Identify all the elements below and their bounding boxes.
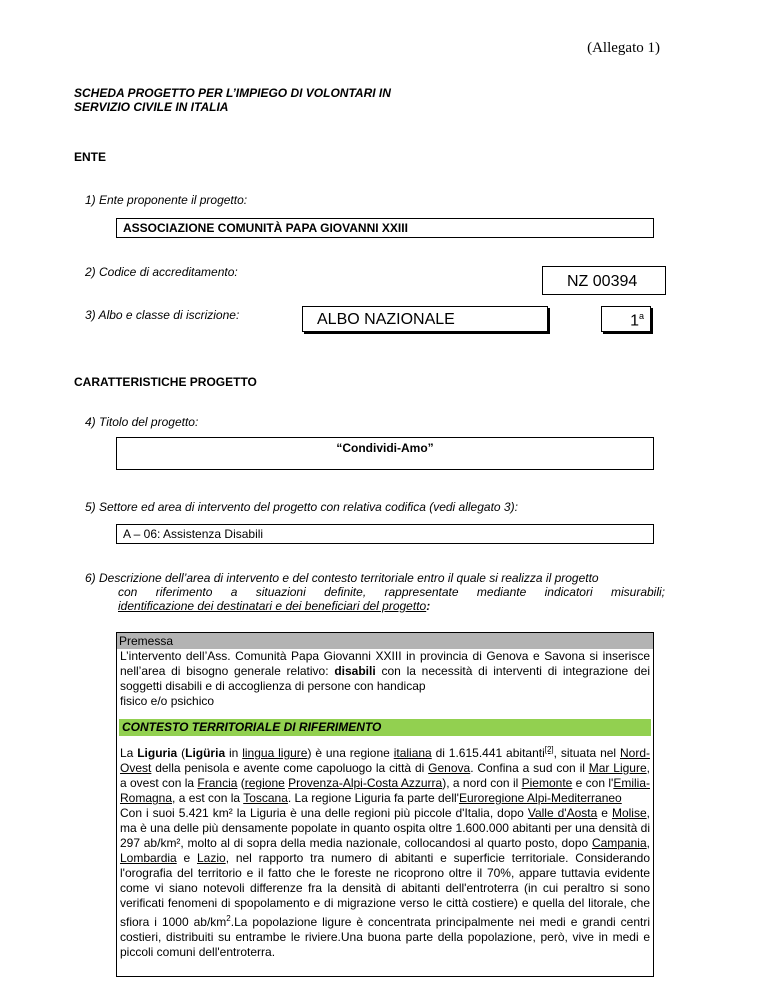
q6-line-2: con riferimento a situazioni definite, rappresentate mediante indicatori misurabili; — [118, 585, 665, 599]
p2-sup: 2 — [226, 914, 231, 923]
section-caratteristiche: CARATTERISTICHE PROGETTO — [74, 375, 257, 389]
link-lazio[interactable]: Lazio — [197, 851, 226, 865]
premessa-text-b: con la necessità di interventi di integrazione dei soggetti disabili e di accoglienza di persone con handicap — [120, 664, 650, 693]
link-emilia-romagna[interactable]: Emilia-Romagna — [120, 776, 650, 805]
premessa-text-a: L’intervento dell’Ass. Comunità Papa Giovanni XXIII in provincia di Genova e Savona si inserisce nell’area di bisogno generale relativo: — [120, 649, 650, 678]
q3-classe-number: 1 — [630, 312, 639, 330]
link-italiana[interactable]: italiana — [393, 746, 432, 760]
link-lingua-ligure[interactable]: lingua ligure — [242, 746, 308, 760]
link-nord-ovest[interactable]: Nord-Ovest — [120, 746, 650, 775]
title-line-2: SERVIZIO CIVILE IN ITALIA — [74, 100, 229, 114]
p1-t4: ) è una regione — [307, 746, 394, 760]
link-genova[interactable]: Genova — [428, 761, 471, 775]
q3-albo-value: ALBO NAZIONALE — [317, 311, 455, 328]
p1-t5: di 1.615.441 abitanti — [431, 746, 545, 760]
q6-line-3-wrap — [85, 599, 665, 613]
q1-label: 1) Ente proponente il progetto: — [85, 193, 248, 207]
p1-t1: La — [120, 746, 138, 760]
link-ref-2[interactable]: [2] — [544, 745, 554, 754]
p1-b2: Ligüria — [185, 746, 226, 760]
link-piemonte[interactable]: Piemonte — [521, 776, 573, 790]
q2-field — [542, 266, 666, 295]
p1-t14: , a est con la — [172, 791, 244, 805]
link-lombardia[interactable]: Lombardia — [120, 851, 177, 865]
premessa-text — [117, 649, 653, 694]
p1-t15: . La regione Liguria fa parte dell' — [287, 791, 459, 805]
p2-t2: e — [597, 806, 612, 820]
p2-t6: , nel rapporto tra numero di abitanti e superficie territoriale. Considerando l'orografia del territorio e il fatto che le foreste ne ricoprono oltre il 70%, appare tuttavia evidente come vi siano notevoli differenze fra la densità di abitanti dell'entroterra (in cui peraltro si sono verificati fenomeni di spopolamento e di migrazione verso le città costiere) e quella del litorale, che sfiora i 1000 ab/km — [120, 851, 650, 929]
link-regione[interactable]: regione — [244, 776, 285, 790]
link-euroregione[interactable]: Euroregione Alpi-Mediterraneo — [458, 791, 622, 805]
link-francia[interactable]: Francia — [197, 776, 238, 790]
p1-t2: ( — [177, 746, 186, 760]
q2-value: NZ 00394 — [567, 273, 638, 290]
contesto-heading: CONTESTO TERRITORIALE DI RIFERIMENTO — [119, 719, 651, 736]
p2-t3: , ma è una delle più densamente popolate in quanto ospita oltre 1.600.000 abitanti per una densità di 297 ab/km², molto al di sopra della media nazionale, collocandosi al quarto posto, dopo — [120, 806, 650, 850]
link-valle-daosta[interactable]: Valle d'Aosta — [527, 806, 598, 820]
link-toscana[interactable]: Toscana — [243, 791, 288, 805]
q5-label: 5) Settore ed area di intervento del progetto con relativa codifica (vedi allegato 3): — [85, 500, 518, 514]
p2-t1: Con i suoi 5.421 km² la Liguria è una delle regioni più piccole d'Italia, dopo — [120, 806, 528, 820]
p1-b1: Liguria — [137, 746, 178, 760]
link-provenza[interactable]: Provenza-Alpi-Costa Azzurra — [288, 776, 443, 790]
q4-value: “Condividi-Amo” — [336, 441, 434, 455]
p1-t8: . Confina a sud con il — [470, 761, 589, 775]
contesto-paragraph-2 — [117, 806, 653, 960]
q5-field — [116, 524, 654, 544]
p2-t7: .La popolazione ligure è concentrata principalmente nei medi e grandi centri costieri, distribuiti su entrambe le riviere.Una buona parte della popolazione, però, vive in medi e piccoli comuni dell'entroterra. — [120, 915, 650, 959]
link-molise[interactable]: Molise — [611, 806, 647, 820]
p2-t4: , — [646, 836, 650, 850]
p1-t13: e con l' — [572, 776, 614, 790]
q3-classe-field — [601, 306, 651, 332]
q3-classe-sup: a — [638, 311, 644, 321]
q5-value: A – 06: Assistenza Disabili — [123, 527, 264, 541]
q6-label — [85, 571, 665, 613]
q2-label: 2) Codice di accreditamento: — [85, 265, 238, 279]
contesto-paragraph-1 — [117, 742, 653, 806]
p2-t5: e — [176, 851, 197, 865]
q4-field — [116, 437, 654, 470]
p1-t3: in — [225, 746, 243, 760]
q6-line-1: 6) Descrizione dell’area di intervento e del contesto territoriale entro il quale si realizza il progetto — [85, 571, 599, 585]
q6-description-box — [116, 632, 654, 977]
link-mar-ligure[interactable]: Mar Ligure — [588, 761, 647, 775]
premessa-heading: Premessa — [117, 633, 653, 649]
q1-field — [116, 218, 654, 238]
title-line-1: SCHEDA PROGETTO PER L’IMPIEGO DI VOLONTARI IN — [74, 86, 391, 100]
q6-line-3: identificazione dei destinatari e dei beneficiari del progetto — [118, 599, 427, 613]
p1-t6: , situata nel — [553, 746, 620, 760]
p1-t12: ), a nord con il — [442, 776, 522, 790]
premessa-text-c: fisico e/o psichico — [120, 694, 215, 708]
section-ente: ENTE — [74, 150, 107, 164]
premessa-text-bold: disabili — [334, 664, 376, 678]
q1-value: ASSOCIAZIONE COMUNITÀ PAPA GIOVANNI XXIII — [123, 221, 408, 235]
link-campania[interactable]: Campania — [591, 836, 647, 850]
allegato-label: (Allegato 1) — [587, 40, 660, 56]
q6-line-3-colon: : — [426, 599, 431, 613]
q3-classe-value — [602, 307, 650, 330]
q4-label: 4) Titolo del progetto: — [85, 415, 199, 429]
p1-t10: ( — [237, 776, 245, 790]
p1-t9: , a ovest con la — [120, 761, 650, 790]
q3-albo-field — [302, 306, 548, 332]
p1-t7: della penisola e avente come capoluogo la città di — [151, 761, 429, 775]
q3-label: 3) Albo e classe di iscrizione: — [85, 308, 240, 322]
document-title — [74, 86, 391, 114]
